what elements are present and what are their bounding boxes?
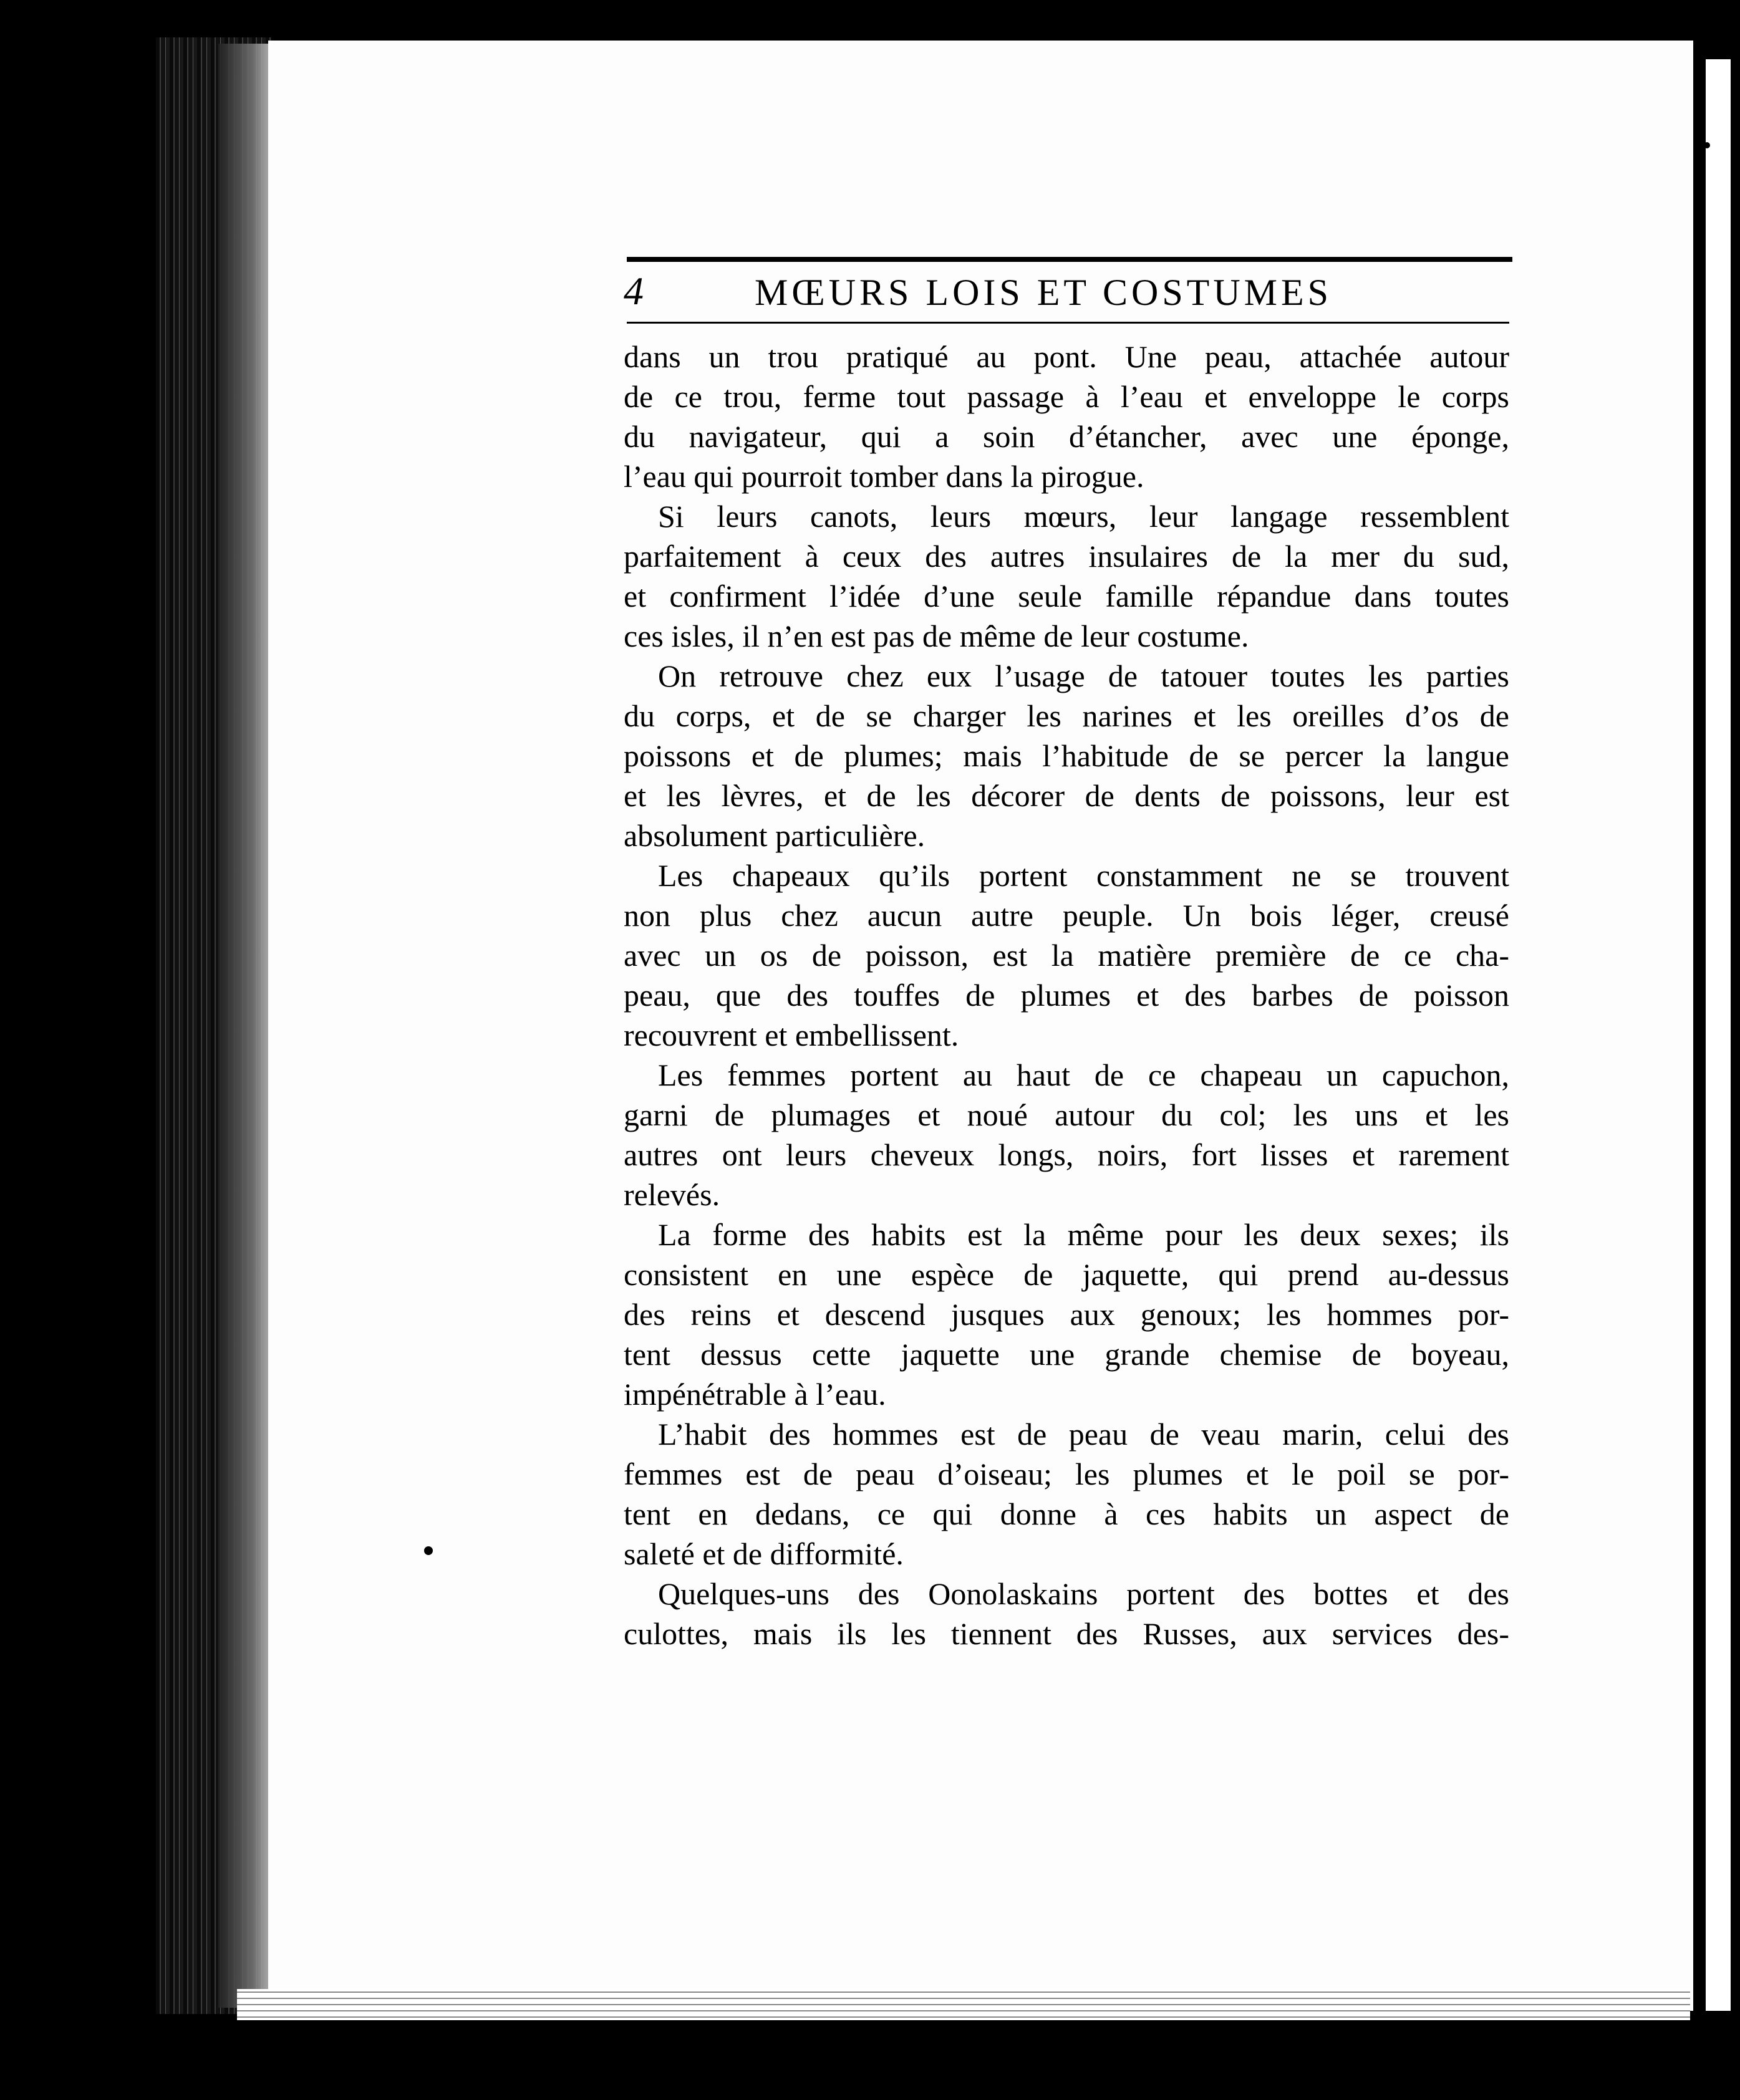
ink-speck xyxy=(424,1546,433,1555)
text-line: l’eau qui pourroit tomber dans la pirogue. xyxy=(624,459,1144,494)
text-line: absolument particulière. xyxy=(624,818,926,853)
page-stack-edge xyxy=(237,1989,1690,2020)
text-line: dans un trou pratiqué au pont. Une peau, attachée autour xyxy=(624,339,1509,374)
text-line: peau, que des touffes de plumes et des barbes de poisson xyxy=(624,978,1509,1013)
text-line: culottes, mais ils les tiennent des Russes, aux services des- xyxy=(624,1616,1509,1651)
text-line: tent en dedans, ce qui donne à ces habits un aspect de xyxy=(624,1496,1509,1531)
text-line: des reins et descend jusques aux genoux; les hommes por- xyxy=(624,1297,1509,1332)
text-line: femmes est de peau d’oiseau; les plumes et le poil se por- xyxy=(624,1457,1509,1491)
body-text xyxy=(624,337,1509,1654)
text-line: Les femmes portent au haut de ce chapeau un capuchon, xyxy=(658,1057,1509,1092)
text-line: avec un os de poisson, est la matière première de ce cha- xyxy=(624,938,1509,973)
text-line: consistent en une espèce de jaquette, qui prend au-dessus xyxy=(624,1257,1509,1292)
header-rule-bottom xyxy=(627,322,1509,324)
text-line: parfaitement à ceux des autres insulaires de la mer du sud, xyxy=(624,539,1509,574)
text-line: de ce trou, ferme tout passage à l’eau et enveloppe le corps xyxy=(624,379,1509,414)
text-line: et les lèvres, et de les décorer de dents de poissons, leur est xyxy=(624,778,1509,813)
text-line: et confirment l’idée d’une seule famille répandue dans toutes xyxy=(624,579,1509,614)
text-line: Quelques-uns des Oonolaskains portent des bottes et des xyxy=(658,1576,1509,1611)
text-line: du navigateur, qui a soin d’étancher, avec une éponge, xyxy=(624,419,1509,454)
text-line: recouvrent et embellissent. xyxy=(624,1018,959,1052)
ink-speck xyxy=(1704,142,1710,148)
text-line: tent dessus cette jaquette une grande chemise de boyeau, xyxy=(624,1337,1509,1372)
text-line: La forme des habits est la même pour les deux sexes; ils xyxy=(658,1217,1509,1252)
running-title: MŒURS LOIS ET COSTUMES xyxy=(755,272,1333,313)
text-line: poissons et de plumes; mais l’habitude de se percer la langue xyxy=(624,738,1509,773)
text-line: relevés. xyxy=(624,1177,720,1212)
text-line: garni de plumages et noué autour du col; les uns et les xyxy=(624,1097,1509,1132)
text-line: du corps, et de se charger les narines et les oreilles d’os de xyxy=(624,698,1509,733)
text-line: L’habit des hommes est de peau de veau marin, celui des xyxy=(658,1417,1509,1452)
page-number: 4 xyxy=(624,269,644,313)
text-line: On retrouve chez eux l’usage de tatouer toutes les parties xyxy=(658,658,1509,693)
page-header xyxy=(624,265,1515,321)
spine-shadow xyxy=(218,44,274,2008)
text-line: Les chapeaux qu’ils portent constamment ne se trouvent xyxy=(658,858,1509,893)
text-line: saleté et de difformité. xyxy=(624,1536,904,1571)
next-page-sliver xyxy=(1706,59,1731,2011)
text-line: Si leurs canots, leurs mœurs, leur langage ressemblent xyxy=(658,499,1509,534)
text-line: impénétrable à l’eau. xyxy=(624,1377,886,1412)
text-line: autres ont leurs cheveux longs, noirs, fort lisses et rarement xyxy=(624,1137,1509,1172)
header-rule-top xyxy=(627,257,1512,262)
text-line: ces isles, il n’en est pas de même de leur costume. xyxy=(624,619,1249,653)
text-line: non plus chez aucun autre peuple. Un bois léger, creusé xyxy=(624,898,1509,933)
